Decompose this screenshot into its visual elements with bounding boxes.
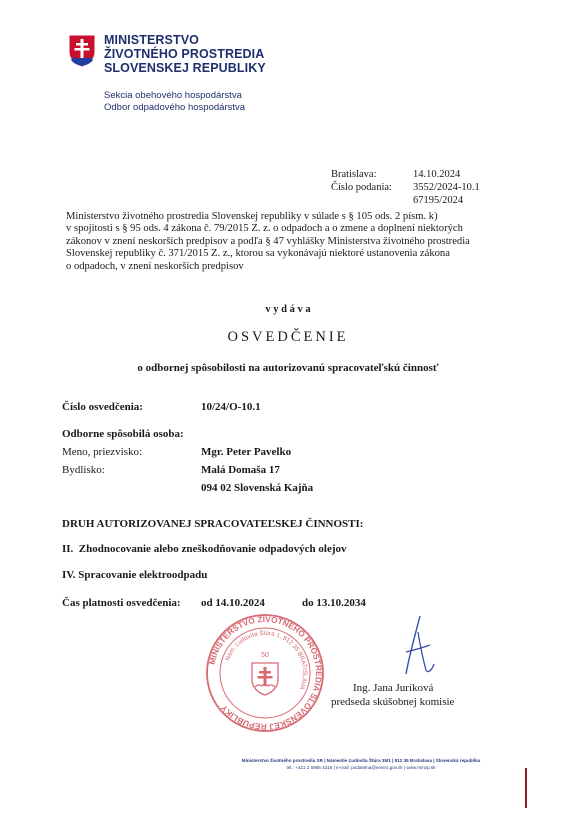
ministry-line-3: SLOVENSKEJ REPUBLIKY [104, 61, 266, 75]
submission-number-1: 3552/2024-10.1 [413, 182, 480, 193]
footer [200, 757, 522, 771]
submission-number-2: 67195/2024 [413, 195, 464, 206]
issues-label: v y d á v a [265, 304, 311, 315]
stamp-emblem-icon [252, 663, 278, 695]
activity-heading: DRUH AUTORIZOVANEJ SPRACOVATEĽSKEJ ČINNOSTI: [62, 518, 364, 530]
validity-to: do 13.10.2034 [302, 597, 366, 609]
ministry-name [104, 33, 266, 75]
signatory-name: Ing. Jana Juríková [353, 682, 434, 694]
intro-line-3: zákonov v znení neskorších predpisov a podľa § 47 vyhlášky Ministerstva životného prostredia [66, 235, 470, 247]
address-label: Bydlisko: [62, 464, 105, 476]
stamp-number: 50 [261, 652, 269, 659]
section-line-1: Sekcia obehového hospodárstva [104, 90, 242, 101]
person-name: Mgr. Peter Pavelko [201, 446, 292, 458]
margin-bar [525, 768, 527, 808]
qualified-person-heading: Odborne spôsobilá osoba: [62, 428, 184, 440]
footer-address: Ministerstvo životného prostredia SR | Námestie Ľudovíta Štúra 35/1 | 812 35 Bratislava | Slovenská republika [241, 758, 481, 763]
issue-date: 14.10.2024 [413, 169, 461, 180]
signatory-role: predseda skúšobnej komisie [331, 696, 455, 708]
submission-number-label: Číslo podania: [331, 182, 392, 193]
validity-from: od 14.10.2024 [201, 597, 265, 609]
certificate-number-label: Číslo osvedčenia: [62, 401, 143, 413]
intro-line-5: o odpadoch, v znení neskorších predpisov [66, 260, 244, 272]
ministry-line-1: MINISTERSTVO [104, 33, 199, 47]
place-label: Bratislava: [331, 169, 377, 180]
address-line-1: Malá Domaša 17 [201, 464, 280, 476]
intro-line-4: Slovenskej republiky č. 371/2015 Z. z., ktorou sa vykonávajú niektoré ustanovenia zákona [66, 248, 450, 260]
certificate-number: 10/24/O-10.1 [201, 401, 261, 413]
intro-line-1: Ministerstvo životného prostredia Slovenskej republiky v súlade s § 105 ods. 2 písm. k) [66, 211, 438, 222]
footer-contact: tel.: +421 2 5956 4316 | e-mail: podatelna@enviro.gov.sk | www.minzp.sk [286, 765, 436, 770]
official-stamp [205, 613, 325, 733]
name-label: Meno, priezvisko: [62, 446, 143, 458]
document-subtitle: o odbornej spôsobilosti na autorizovanú spracovateľskú činnosť [137, 362, 439, 374]
activity-item-4: IV. Spracovanie elektroodpadu [62, 569, 208, 581]
document-title: OSVEDČENIE [227, 329, 349, 345]
stamp-outer-text: MINISTERSTVO ŽIVOTNÉHO PROSTREDIA SLOVENSKEJ REPUBLIKY [206, 613, 325, 733]
intro-line-2: v spojitosti s § 95 ods. 4 zákona č. 79/2015 Z. z. o odpadoch a o zmene a doplnení niektorých [66, 223, 463, 235]
legal-basis-paragraph [66, 211, 506, 273]
activity-item-2: II. Zhodnocovanie alebo zneškodňovanie odpadových olejov [62, 543, 347, 555]
ministry-line-2: ŽIVOTNÉHO PROSTREDIA [104, 47, 265, 61]
section-line-2: Odbor odpadového hospodárstva [104, 102, 246, 113]
state-emblem [68, 34, 96, 68]
address-line-2: 094 02 Slovenská Kajňa [201, 482, 314, 494]
validity-label: Čas platnosti osvedčenia: [62, 597, 181, 609]
stamp-inner-text: Nám. Ľudovíta Štúra 1, 812 35 BRATISLAVA [224, 629, 309, 691]
handwritten-signature [390, 612, 440, 682]
department-name [104, 90, 245, 114]
